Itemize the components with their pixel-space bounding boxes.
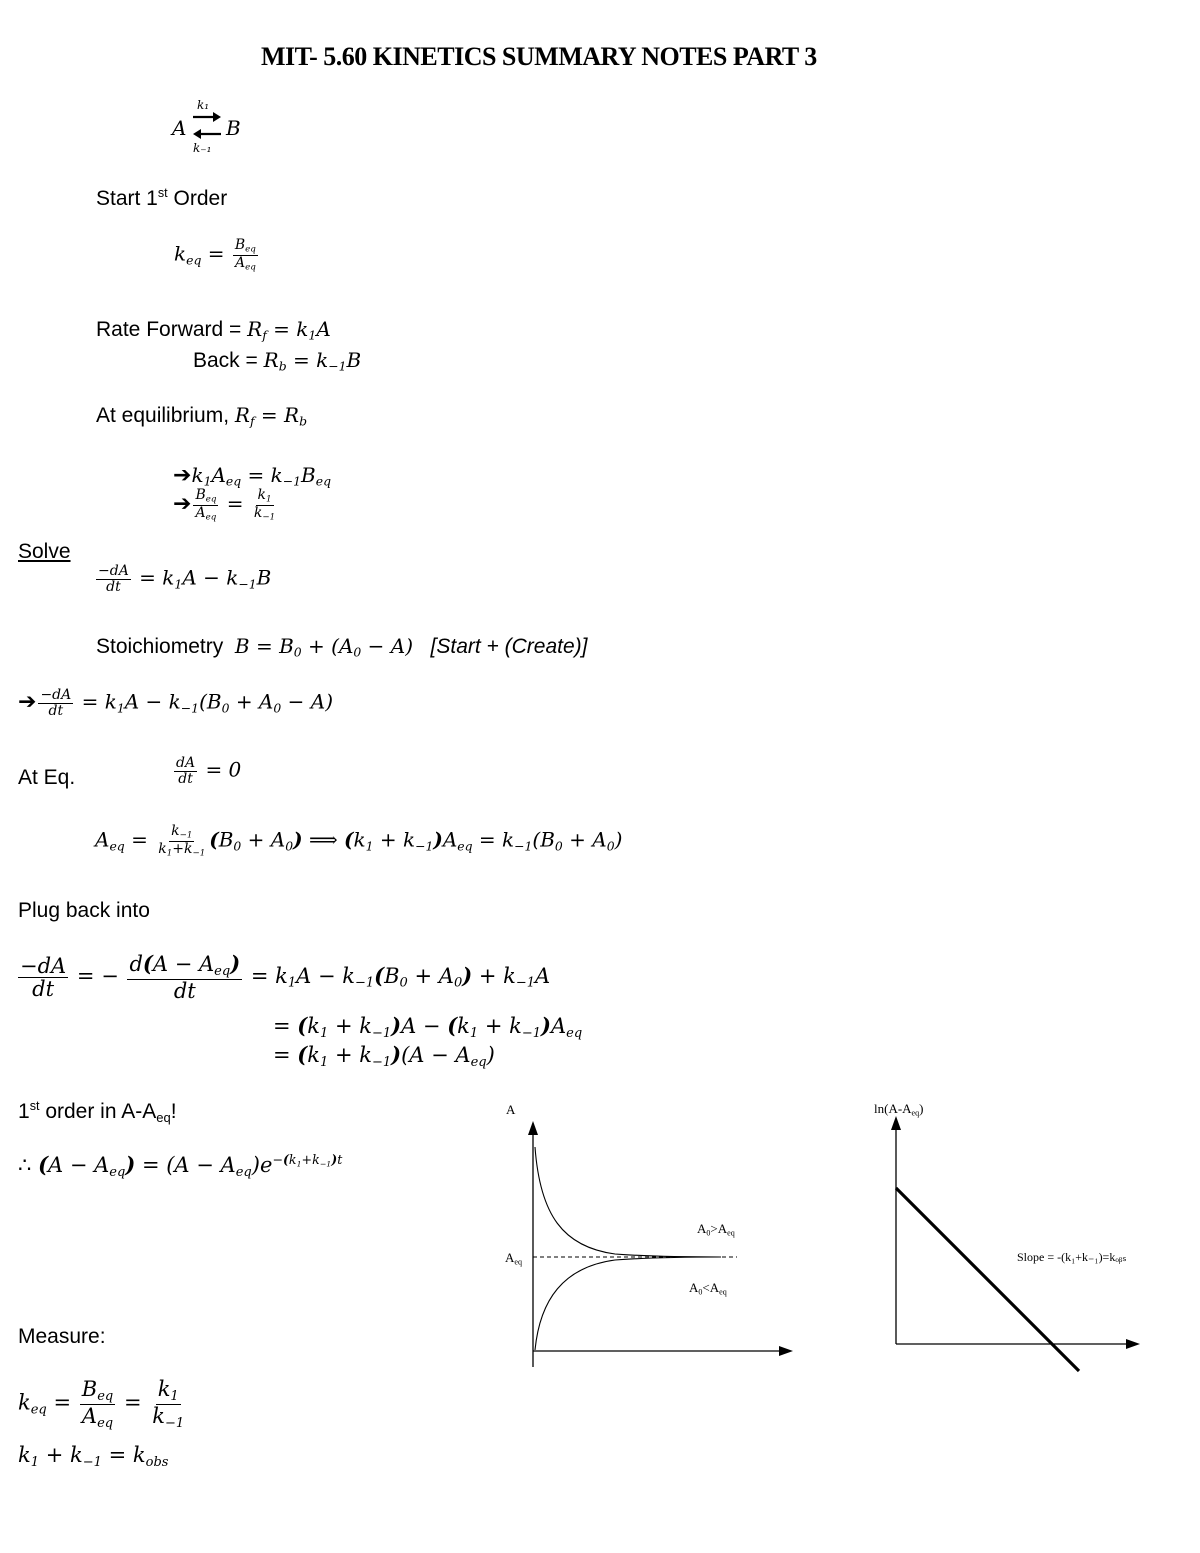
aeq-expression: $A_{eq}$ = $\frac{k_{-1}}{k_1+k_{-1}}$ $(B_0 + A_0)$ ⟹ $(k_1 + k_{-1})A_{eq} = k_{-1}(B_0 + A_0)$ bbox=[95, 823, 623, 859]
derivation-line-3: = $(k_1 + k_{-1})(A - A_{eq})$ bbox=[273, 1042, 495, 1070]
implies-arrow-icon: ➔ bbox=[18, 689, 37, 715]
integrated-solution: ∴ $(A - A_{eq}) = (A - A_{eq})e^{-(k_1+k_{-1})t}$ bbox=[18, 1152, 343, 1181]
x-axis-arrow-icon bbox=[1126, 1339, 1140, 1349]
keq-definition: $k_{eq}$ = $\frac{B_{eq}}{A_{eq}}$ bbox=[174, 237, 256, 273]
upper-decay-curve bbox=[535, 1147, 721, 1257]
aeq-axis-label: $A_{eq}$ bbox=[505, 1250, 522, 1267]
plug-back-label: Plug back into bbox=[18, 899, 150, 922]
measure-kobs: $k_1 + k_{-1} = k_{obs}$ bbox=[18, 1443, 169, 1470]
equilibrium-line: At equilibrium, $R_f = R_b$ bbox=[96, 403, 308, 429]
y-axis-arrow-icon bbox=[891, 1116, 901, 1130]
reaction-rhs: B bbox=[226, 116, 241, 140]
derivation-line-1: $\frac{-dA}{dt}$ = − $\frac{d(A - A_{eq})}{dt}$ = $k_1A - k_{-1}(B_0 + A_0) + k_{-1}A$ bbox=[20, 951, 551, 1003]
rate-equation: $\frac{-dA}{dt}$ = $k_1A - k_{-1}B$ bbox=[98, 563, 272, 595]
measure-label: Measure: bbox=[18, 1325, 106, 1348]
start-order-text: Start 1st Order bbox=[96, 186, 228, 211]
rate-forward-line: Rate Forward = $R_f = k_1A$ bbox=[96, 317, 331, 343]
reaction-lhs: A bbox=[172, 116, 187, 140]
implies-arrow-icon: ➔ bbox=[173, 463, 192, 488]
log-plot-graph bbox=[880, 1100, 1150, 1380]
lower-curve-label: $A_0<A_{eq}$ bbox=[689, 1280, 727, 1297]
stoichiometry-line: Stoichiometry $B = B_0 + (A_0 - A)$ [Start + (Create)] bbox=[96, 634, 588, 660]
substituted-rate-equation: ➔ $\frac{-dA}{dt}$ = $k_1A - k_{-1}(B_0 + A_0 - A)$ bbox=[18, 687, 333, 719]
approach-to-equilibrium-graph bbox=[495, 1095, 805, 1380]
lower-rise-curve bbox=[535, 1257, 721, 1350]
rate-back-line: Back = $R_b = k_{-1}B$ bbox=[193, 348, 362, 374]
dadt-zero: $\frac{dA}{dt}$ = 0 bbox=[176, 755, 242, 787]
page-title: MIT- 5.60 KINETICS SUMMARY NOTES PART 3 bbox=[261, 42, 817, 71]
equilibrium-arrows-icon bbox=[191, 110, 223, 144]
left-graph-y-label: A bbox=[506, 1102, 516, 1117]
solve-heading: Solve bbox=[18, 540, 71, 563]
right-graph-y-label: $\ln(A-A_{eq})$ bbox=[874, 1101, 924, 1118]
y-axis-arrow-icon bbox=[528, 1121, 538, 1135]
derivation-line-2: = $(k_1 + k_{-1})A - (k_1 + k_{-1})A_{eq}$ bbox=[273, 1013, 583, 1041]
eq-balance-line: $➔k_1A_{eq} = k_{-1}B_{eq}$ bbox=[173, 463, 332, 489]
x-axis-arrow-icon bbox=[779, 1346, 793, 1356]
reaction-kf: k₁ bbox=[197, 98, 210, 112]
implies-arrow-icon: ➔ bbox=[173, 491, 192, 517]
reaction-kb: k₋₁ bbox=[193, 141, 212, 155]
upper-curve-label: $A_0>A_{eq}$ bbox=[697, 1221, 735, 1238]
eq-ratio-line: ➔ $\frac{B_{eq}}{A_{eq}}$ = $\frac{k_1}{k_{-1}}$ bbox=[173, 487, 276, 523]
slope-label: Slope = -(k₁+k₋₁)=kₒᵦₛ bbox=[1017, 1250, 1127, 1264]
measure-keq: $k_{eq}$ = $\frac{B_{eq}}{A_{eq}}$ = $\frac{k_1}{k_{-1}}$ bbox=[18, 1377, 185, 1431]
first-order-label: 1st order in $A-A_{eq}$! bbox=[18, 1099, 177, 1126]
at-eq-label: At Eq. bbox=[18, 766, 76, 789]
